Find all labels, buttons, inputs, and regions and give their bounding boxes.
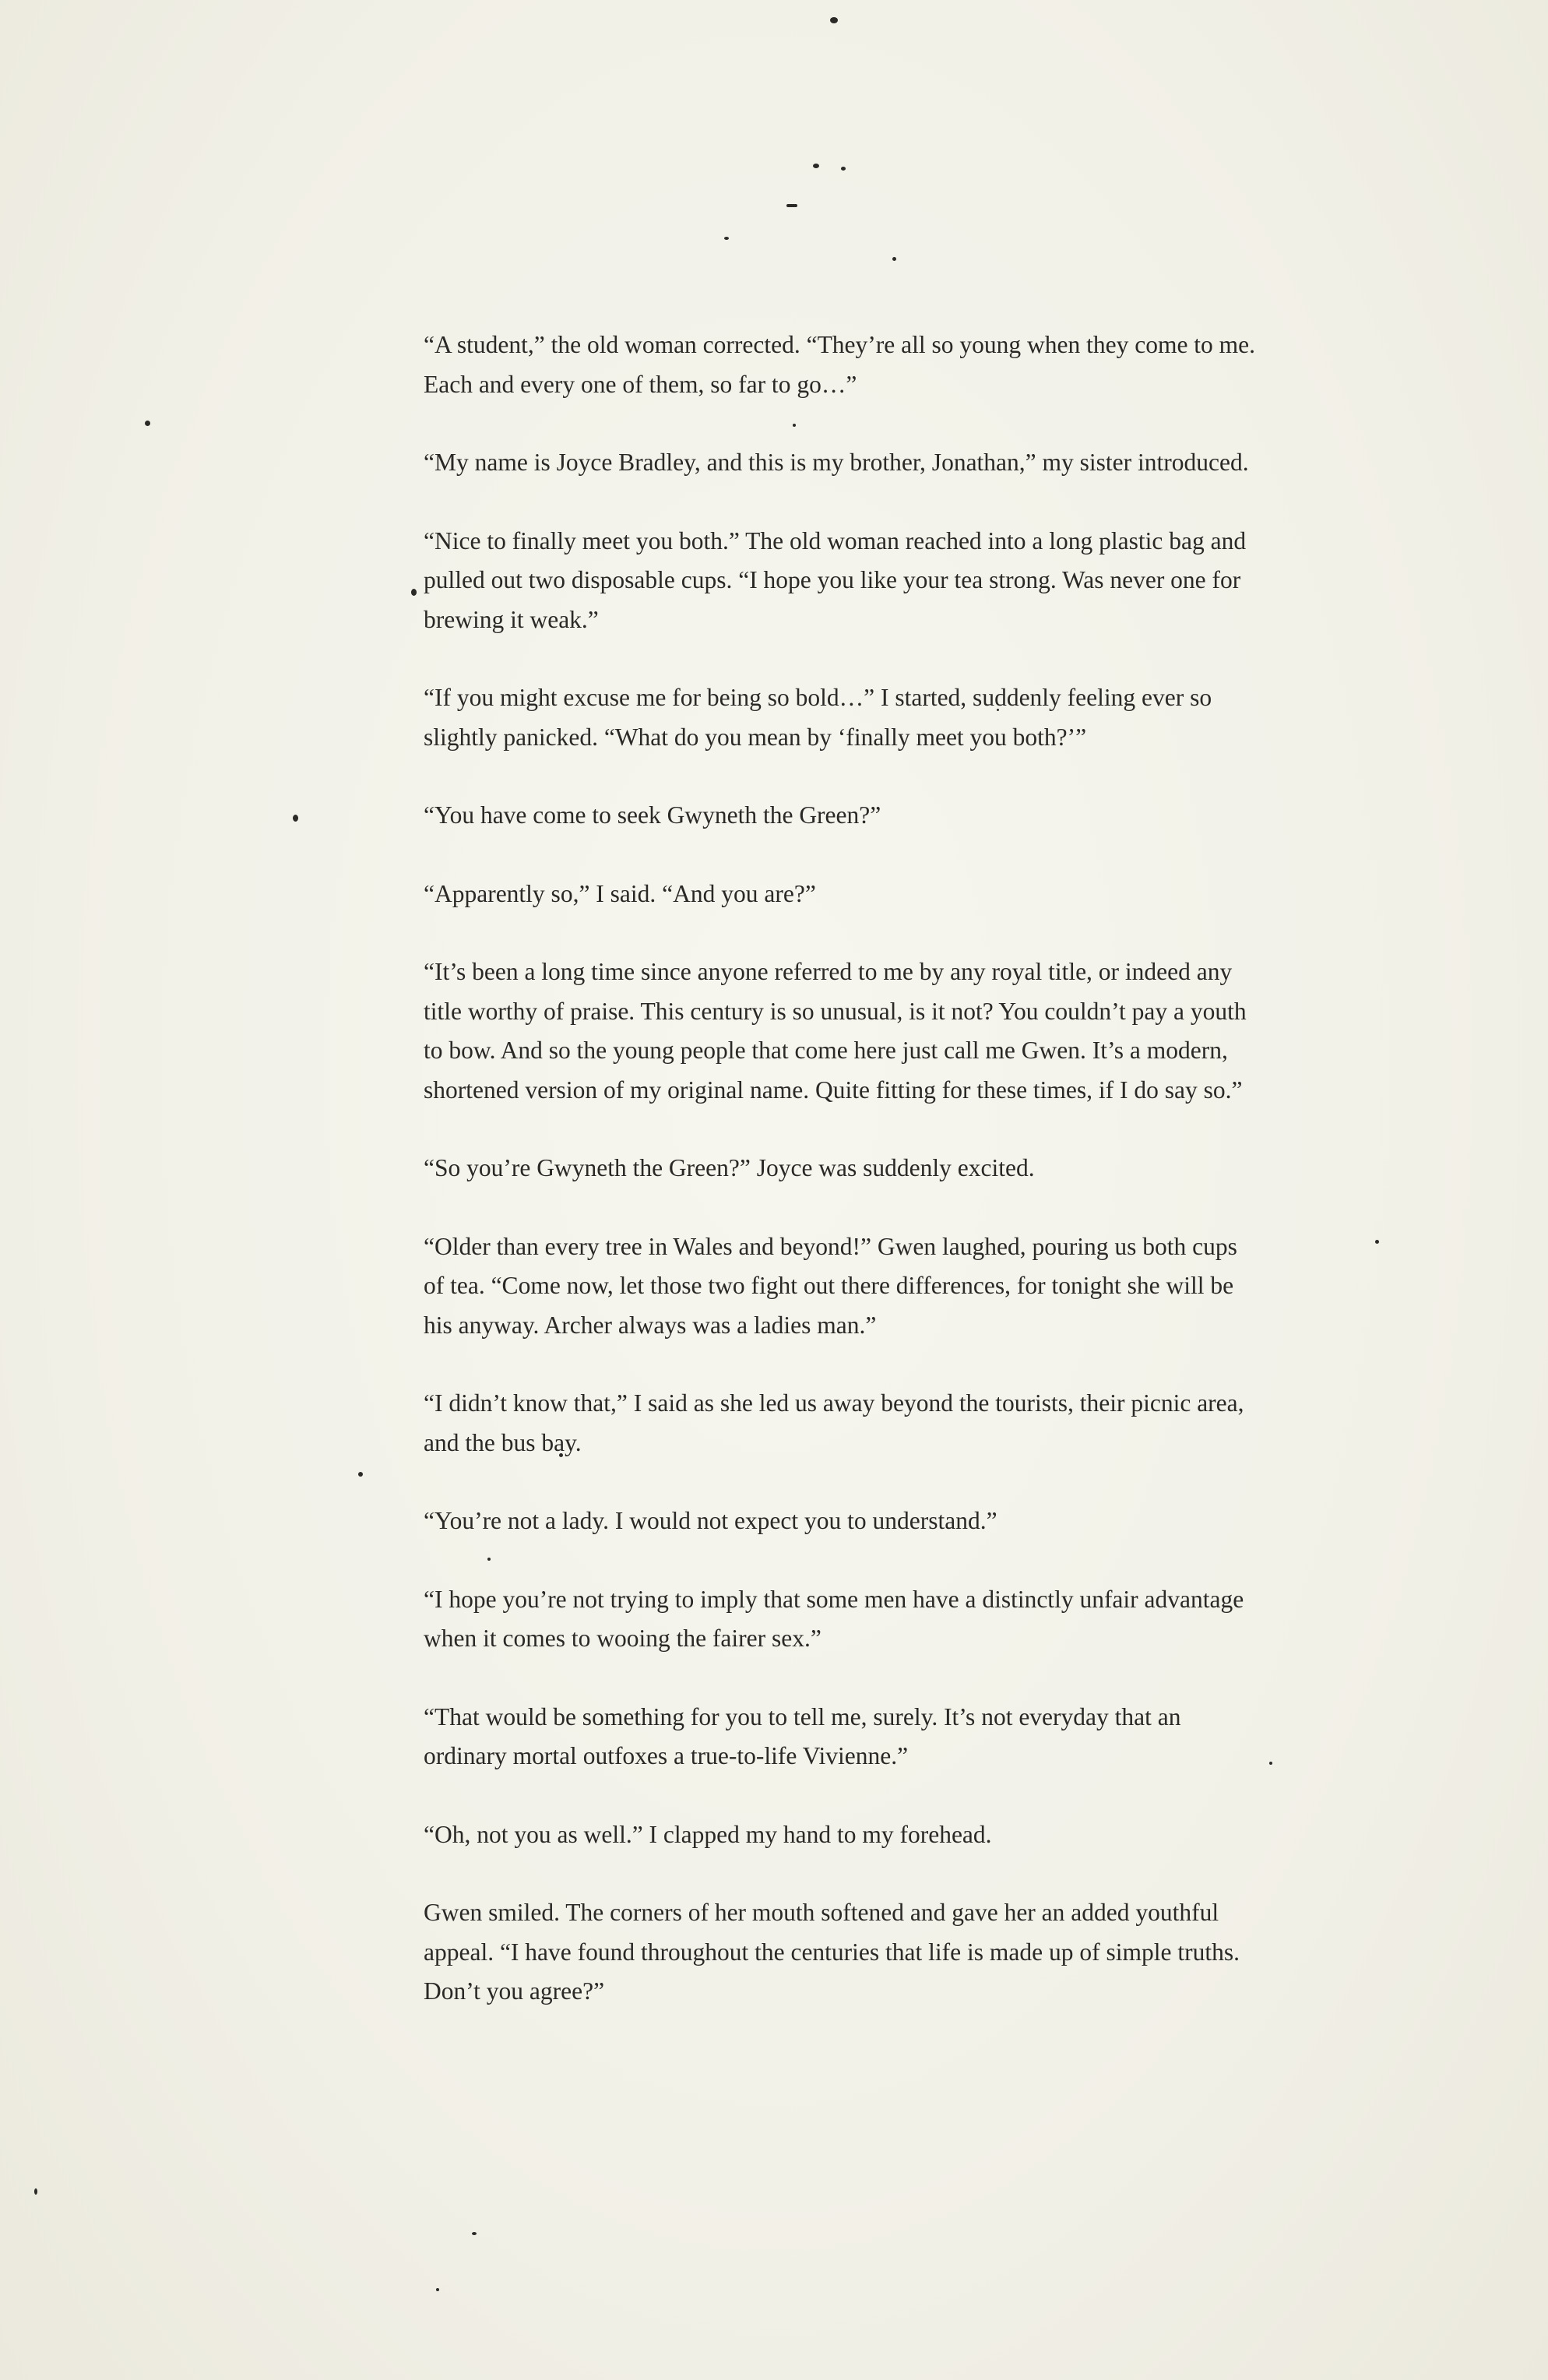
paragraph: “That would be something for you to tell me, surely. It’s not everyday that an ordinary mortal outfoxes a true-to-life Vivienne.” [424, 1702, 1181, 1769]
paper-speck [293, 815, 298, 822]
paragraph: “It’s been a long time since anyone referred to me by any royal title, or indeed any title worthy of praise. This century is so unusual, is it not? You couldn’t pay a youth to bow. And so the young people that come here just call me Gwen. It’s a modern, shortened version of my original name. Quite fitting for these times, if I do say so.” [424, 958, 1247, 1104]
paragraph: Gwen smiled. The corners of her mouth softened and gave her an added youthful appeal. “I have found throughout the centuries that life is made up of simple truths. Don’t you agree?” [424, 1899, 1240, 2005]
paper-speck [436, 2288, 439, 2291]
paragraph: “So you’re Gwyneth the Green?” Joyce was suddenly excited. [424, 1154, 1035, 1181]
paper-speck [841, 167, 846, 171]
paper-speck [724, 237, 729, 240]
story-text [424, 326, 1257, 2051]
paragraph: “You’re not a lady. I would not expect you to understand.” [424, 1507, 997, 1534]
paragraph: “If you might excuse me for being so bold…” I started, suddenly feeling ever so slightly panicked. “What do you mean by ‘finally meet you both?’” [424, 684, 1212, 751]
paragraph: “Nice to finally meet you both.” The old woman reached into a long plastic bag and pulled out two disposable cups. “I hope you like your tea strong. Was never one for brewing it weak.” [424, 526, 1247, 633]
paper-speck [472, 2232, 477, 2235]
paragraph: “You have come to seek Gwyneth the Green?” [424, 801, 881, 829]
paper-speck [813, 164, 819, 168]
paragraph: “Oh, not you as well.” I clapped my hand to my forehead. [424, 1820, 992, 1848]
paper-speck [892, 257, 896, 261]
paragraph: “My name is Joyce Bradley, and this is my brother, Jonathan,” my sister introduced. [424, 449, 1249, 476]
paper-speck [786, 204, 797, 207]
paper-speck [145, 421, 150, 426]
paper-speck [830, 17, 838, 23]
paragraph: “I hope you’re not trying to imply that some men have a distinctly unfair advantage when it comes to wooing the fairer sex.” [424, 1585, 1244, 1652]
paper-speck [34, 2188, 37, 2195]
paper-speck [358, 1472, 363, 1477]
paper-speck [1269, 1762, 1272, 1765]
paragraph: “A student,” the old woman corrected. “They’re all so young when they come to me. Each and every one of them, so far to go…” [424, 331, 1256, 398]
paper-speck [1375, 1240, 1379, 1244]
paragraph: “Apparently so,” I said. “And you are?” [424, 879, 816, 907]
paper-speck [411, 589, 417, 596]
paragraph: “Older than every tree in Wales and beyond!” Gwen laughed, pouring us both cups of tea. “Come now, let those two fight out there differences, for tonight she will be his anyway. Archer always was a ladies man.” [424, 1232, 1237, 1339]
paragraph: “I didn’t know that,” I said as she led us away beyond the tourists, their picnic area, and the bus bay. [424, 1389, 1244, 1456]
